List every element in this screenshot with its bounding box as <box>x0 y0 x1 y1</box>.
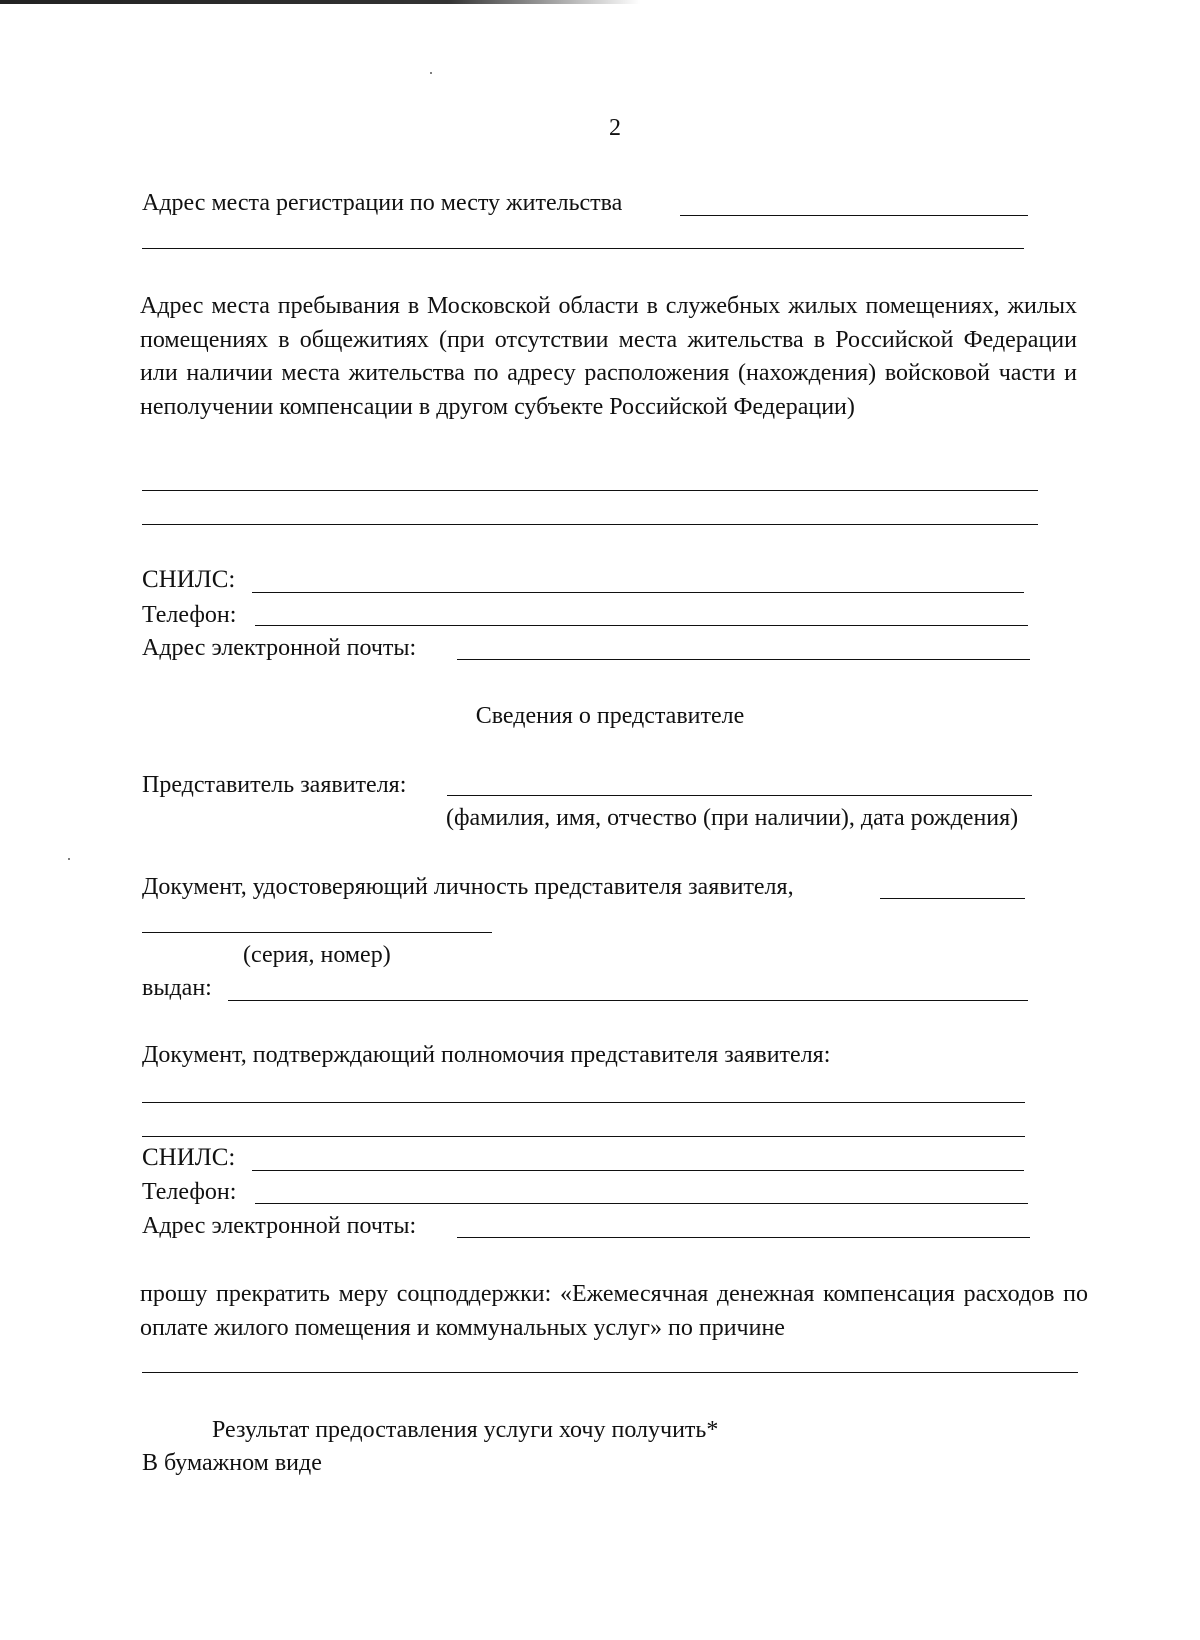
scan-speck <box>68 858 70 860</box>
request-text: прошу прекратить меру соцподдержки: «Ежемесячная денежная компенсация расходов по оплате жилого помещения и коммунальных услуг» по причине <box>140 1281 1088 1341</box>
representative-field[interactable] <box>447 795 1032 796</box>
scan-speck <box>430 72 432 74</box>
result-heading: Результат предоставления услуги хочу получить* <box>212 1417 719 1443</box>
id-document-hint: (серия, номер) <box>243 942 391 968</box>
registration-address-field-line-2[interactable] <box>142 248 1024 249</box>
representative-phone-field[interactable] <box>255 1203 1028 1204</box>
result-option-paper: В бумажном виде <box>142 1450 322 1476</box>
representative-hint: (фамилия, имя, отчество (при наличии), дата рождения) <box>446 805 1019 831</box>
registration-address-label: Адрес места регистрации по месту жительства <box>142 190 623 216</box>
applicant-phone-label: Телефон: <box>142 602 237 628</box>
representative-heading: Сведения о представителе <box>475 703 745 729</box>
authority-document-field-line-2[interactable] <box>142 1136 1025 1137</box>
representative-phone-label: Телефон: <box>142 1179 237 1205</box>
id-document-field[interactable] <box>880 898 1025 899</box>
id-document-label: Документ, удостоверяющий личность представителя заявителя, <box>142 874 794 900</box>
scan-edge-mark <box>0 0 640 4</box>
representative-label: Представитель заявителя: <box>142 772 407 798</box>
authority-document-label: Документ, подтверждающий полномочия представителя заявителя: <box>142 1042 831 1068</box>
stay-address-text: Адрес места пребывания в Московской области в служебных жилых помещениях, жилых помещениях в общежитиях (при отсутствии места жительства в Российской Федерации или наличии места жительства по адресу расположения (нахождения) войсковой части и неполучении компенсации в другом субъекте Российской Федерации) <box>140 293 1077 420</box>
registration-address-field[interactable] <box>680 215 1028 216</box>
issued-label: выдан: <box>142 975 212 1001</box>
issued-field[interactable] <box>228 1000 1028 1001</box>
id-document-field-line-2[interactable] <box>142 932 492 933</box>
stay-address-field[interactable] <box>142 490 1038 491</box>
reason-field[interactable] <box>142 1372 1078 1373</box>
applicant-phone-field[interactable] <box>255 625 1028 626</box>
stay-address-field-line-2[interactable] <box>142 524 1038 525</box>
representative-email-field[interactable] <box>457 1237 1030 1238</box>
applicant-email-field[interactable] <box>457 659 1030 660</box>
page-number: 2 <box>609 115 621 141</box>
representative-email-label: Адрес электронной почты: <box>142 1213 417 1239</box>
representative-snils-label: СНИЛС: <box>142 1144 236 1171</box>
authority-document-field[interactable] <box>142 1102 1025 1103</box>
applicant-email-label: Адрес электронной почты: <box>142 635 417 661</box>
applicant-snils-field[interactable] <box>252 592 1024 593</box>
applicant-snils-label: СНИЛС: <box>142 566 236 593</box>
representative-snils-field[interactable] <box>252 1170 1024 1171</box>
